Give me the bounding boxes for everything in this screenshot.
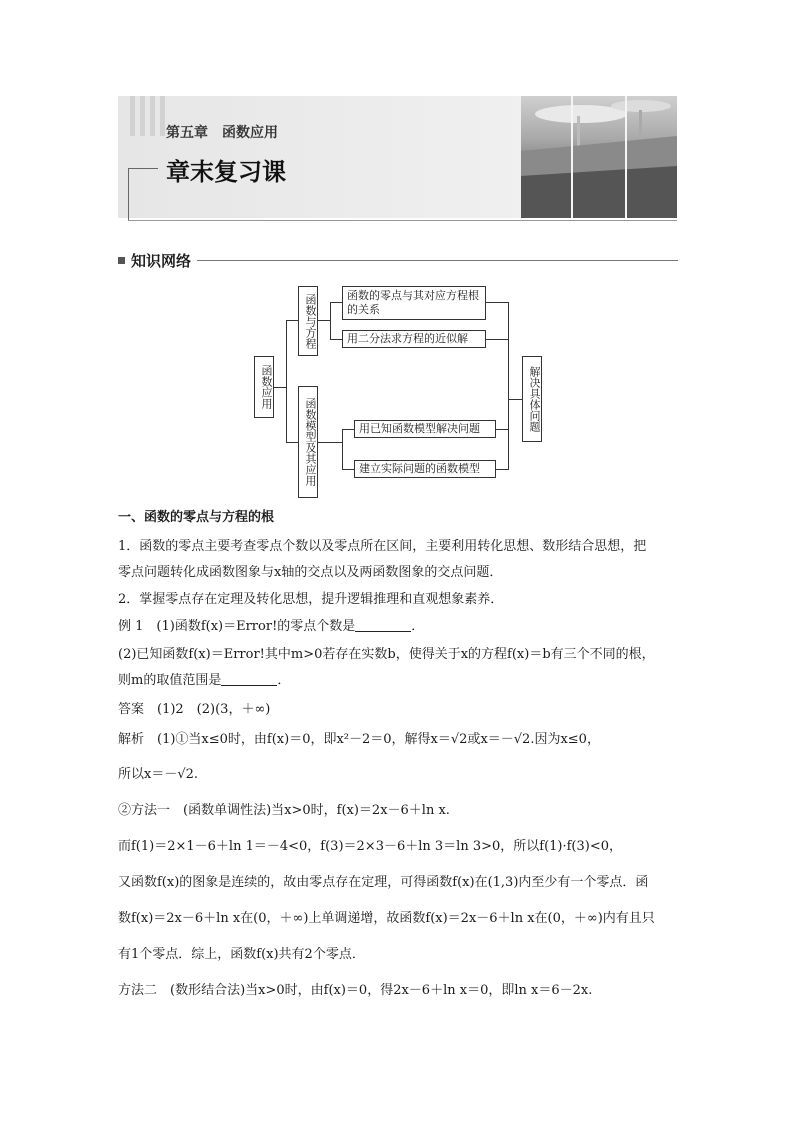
square-bullet-icon <box>118 257 125 264</box>
paragraph-1b: 零点问题转化成函数图象与x轴的交点以及两函数图象的交点问题． <box>118 565 503 580</box>
map-branch-model: 函数模型及其应用 <box>298 386 318 498</box>
analysis-line-3: ②方法一 (函数单调性法)当x>0时，f(x)＝2x－6＋ln x. <box>118 803 450 818</box>
heading-rule <box>197 260 678 261</box>
stadium-photo <box>521 96 677 218</box>
analysis-line-4: 而f(1)＝2×1－6＋ln 1＝－4<0，f(3)＝2×3－6＋ln 3＝ln 3>0，所以f(1)·f(3)<0， <box>118 839 623 854</box>
chapter-banner <box>118 96 677 218</box>
chapter-label: 第五章 函数应用 <box>166 125 278 141</box>
example-1-part2-end: ． <box>277 673 291 688</box>
example-1-part2: (2)已知函数f(x)＝Error!其中m>0若存在实数b，使得关于x的方程f(x)＝b有三个不同的根， <box>118 647 655 662</box>
page-title: 章末复习课 <box>166 158 286 186</box>
map-leaf-bisection: 用二分法求方程的近似解 <box>342 330 486 348</box>
knowledge-map <box>250 282 550 502</box>
map-leaf-zero-root: 函数的零点与其对应方程根的关系 <box>342 286 486 320</box>
map-result: 解决具体问题 <box>522 356 542 442</box>
map-leaf-build-model: 建立实际问题的函数模型 <box>354 460 496 478</box>
example-1-text: 例 1 (1)函数f(x)＝Error!的零点个数是 <box>118 619 356 634</box>
analysis-line-8: 方法二 (数形结合法)当x>0时，由f(x)＝0，得2x－6＋ln x＝0，即ln x＝6－2x. <box>118 983 593 998</box>
example-1-part2-text: 则m的取值范围是 <box>118 673 222 688</box>
analysis-line-2: 所以x＝－√2. <box>118 767 199 782</box>
analysis-line-5: 又函数f(x)的图象是连续的，故由零点存在定理，可得函数f(x)在(1,3)内至少有一个零点．函 <box>118 875 649 890</box>
example-1-end: ． <box>411 619 425 634</box>
section-heading <box>118 250 678 270</box>
map-branch-equation: 函数与方程 <box>298 286 318 356</box>
paragraph-1a: 1．函数的零点主要考查零点个数以及零点所在区间，主要利用转化思想、数形结合思想，把 <box>118 539 647 554</box>
bracket-line <box>128 168 158 169</box>
analysis-line-1: 解析 (1)①当x≤0时，由f(x)＝0，即x²－2＝0，解得x＝√2或x＝－√2.因为x≤0， <box>118 732 600 747</box>
answer-line: 答案 (1)2 (2)(3，＋∞) <box>118 702 271 717</box>
decorative-stripes <box>130 96 170 136</box>
subsection-title: 一、函数的零点与方程的根 <box>118 510 275 525</box>
section-heading-text: 知识网络 <box>131 251 192 270</box>
answer-blank <box>221 671 277 686</box>
bracket-line <box>128 168 129 220</box>
paragraph-2: 2．掌握零点存在定理及转化思想，提升逻辑推理和直观想象素养． <box>118 592 504 607</box>
analysis-line-6: 数f(x)＝2x－6＋ln x在(0，＋∞)上单调递增，故函数f(x)＝2x－6＋ln x在(0，＋∞)内有且只 <box>118 911 655 926</box>
answer-blank <box>355 617 411 632</box>
example-1-part1 <box>118 617 678 637</box>
example-1-part2-cont <box>118 671 678 691</box>
map-leaf-known-model: 用已知函数模型解决问题 <box>354 420 496 438</box>
analysis-line-7: 有1个零点．综上，函数f(x)共有2个零点． <box>118 947 365 962</box>
bracket-line <box>128 220 677 221</box>
map-root: 函数应用 <box>254 356 274 418</box>
